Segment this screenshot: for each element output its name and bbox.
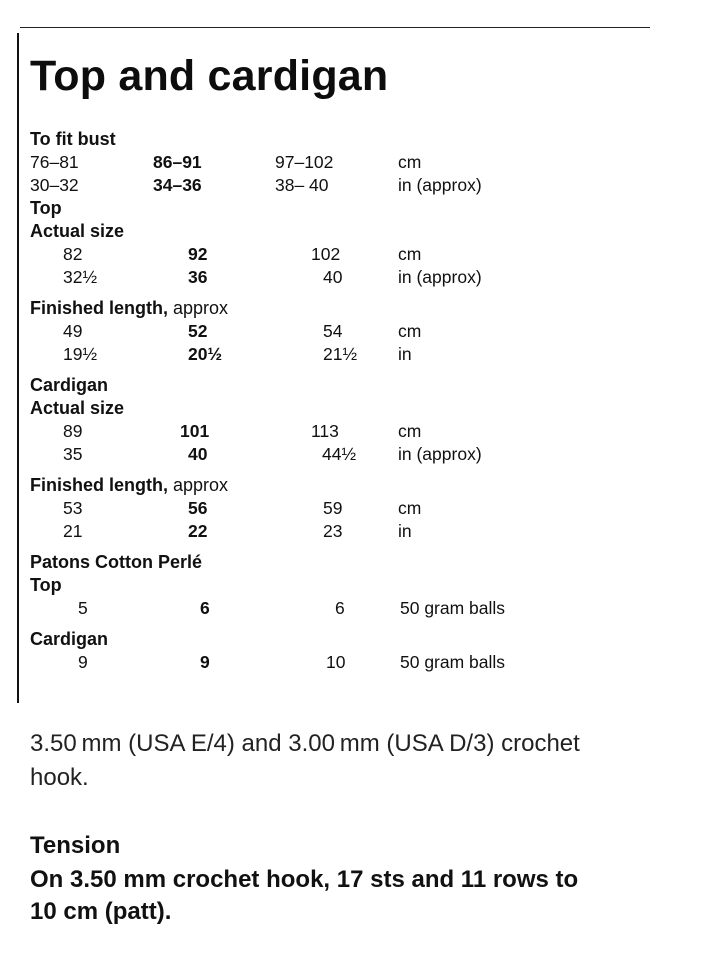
unit-label: cm (398, 244, 422, 264)
size-2-value: 22 (188, 521, 208, 541)
size-3-value: 38– 40 (275, 175, 329, 195)
size-2-value: 36 (188, 267, 208, 287)
size-2-value: 92 (188, 244, 208, 264)
to-fit-bust-heading: To fit bust (30, 129, 116, 149)
crochet-hooks-text: 3.50 mm (USA E/4) and 3.00 mm (USA D/3) crochet hook. (30, 730, 580, 791)
table-row (30, 243, 650, 266)
top-heading: Top (30, 198, 62, 218)
table-row (30, 443, 650, 466)
size-1-value: 5 (78, 598, 88, 618)
finished-length-label: Finished length, (30, 475, 168, 495)
yarn-cardigan-heading: Cardigan (30, 629, 109, 649)
yarn-top-heading: Top (30, 575, 62, 595)
size-3-value: 21½ (323, 344, 358, 364)
table-row (30, 343, 650, 366)
unit-label: in (398, 344, 412, 364)
finished-length-label: Finished length, (30, 298, 168, 318)
size-3-value: 102 (311, 244, 341, 264)
table-row (30, 174, 650, 197)
unit-label: cm (398, 498, 422, 518)
size-3-value: 54 (323, 321, 343, 341)
size-2-value: 34–36 (153, 175, 202, 195)
unit-label: cm (398, 321, 422, 341)
unit-label: 50 gram balls (400, 652, 506, 672)
size-3-value: 59 (323, 498, 343, 518)
size-1-value: 76–81 (30, 152, 79, 172)
table-row (30, 266, 650, 289)
size-3-value: 23 (323, 521, 343, 541)
size-1-value: 49 (63, 321, 83, 341)
size-1-value: 19½ (63, 344, 98, 364)
table-row (30, 497, 650, 520)
size-2-value: 101 (180, 421, 210, 441)
size-1-value: 30–32 (30, 175, 79, 195)
size-2-value: 9 (200, 652, 210, 672)
size-1-value: 82 (63, 244, 83, 264)
table-row (30, 320, 650, 343)
page-title: Top and cardigan (30, 52, 389, 100)
tension-heading: Tension (30, 832, 121, 859)
table-row (30, 651, 650, 674)
size-3-value: 40 (323, 267, 343, 287)
approx-suffix: approx (168, 475, 229, 495)
top-rule (20, 27, 650, 28)
size-2-value: 56 (188, 498, 208, 518)
size-1-value: 89 (63, 421, 83, 441)
table-row (30, 520, 650, 543)
size-2-value: 6 (200, 598, 210, 618)
yarn-heading: Patons Cotton Perlé (30, 552, 203, 572)
size-3-value: 113 (311, 421, 339, 441)
size-3-value: 44½ (322, 444, 357, 464)
table-row (30, 597, 650, 620)
size-2-value: 86–91 (153, 152, 202, 172)
unit-label: in (398, 521, 412, 541)
top-finished-length-heading (30, 297, 650, 320)
approx-suffix: approx (168, 298, 229, 318)
size-2-value: 40 (188, 444, 208, 464)
unit-label: cm (398, 421, 422, 441)
unit-label: in (approx) (398, 267, 482, 287)
unit-label: in (approx) (398, 175, 482, 195)
table-row (30, 420, 650, 443)
left-rule (17, 33, 19, 703)
size-2-value: 52 (188, 321, 208, 341)
size-2-value: 20½ (188, 344, 223, 364)
size-1-value: 32½ (63, 267, 98, 287)
size-1-value: 9 (78, 652, 88, 672)
unit-label: in (approx) (398, 444, 482, 464)
size-3-value: 6 (335, 598, 345, 618)
size-1-value: 35 (63, 444, 83, 464)
table-row (30, 151, 650, 174)
size-1-value: 21 (63, 521, 83, 541)
size-3-value: 10 (326, 652, 346, 672)
cardigan-actual-size-heading: Actual size (30, 398, 125, 418)
cardigan-finished-length-heading (30, 474, 650, 497)
unit-label: cm (398, 152, 422, 172)
size-table (30, 128, 650, 674)
tension-text: On 3.50 mm crochet hook, 17 sts and 11 rows to 10 cm (patt). (30, 866, 579, 925)
size-1-value: 53 (63, 498, 83, 518)
size-3-value: 97–102 (275, 152, 334, 172)
unit-label: 50 gram balls (400, 598, 506, 618)
cardigan-heading: Cardigan (30, 375, 109, 395)
top-actual-size-heading: Actual size (30, 221, 125, 241)
